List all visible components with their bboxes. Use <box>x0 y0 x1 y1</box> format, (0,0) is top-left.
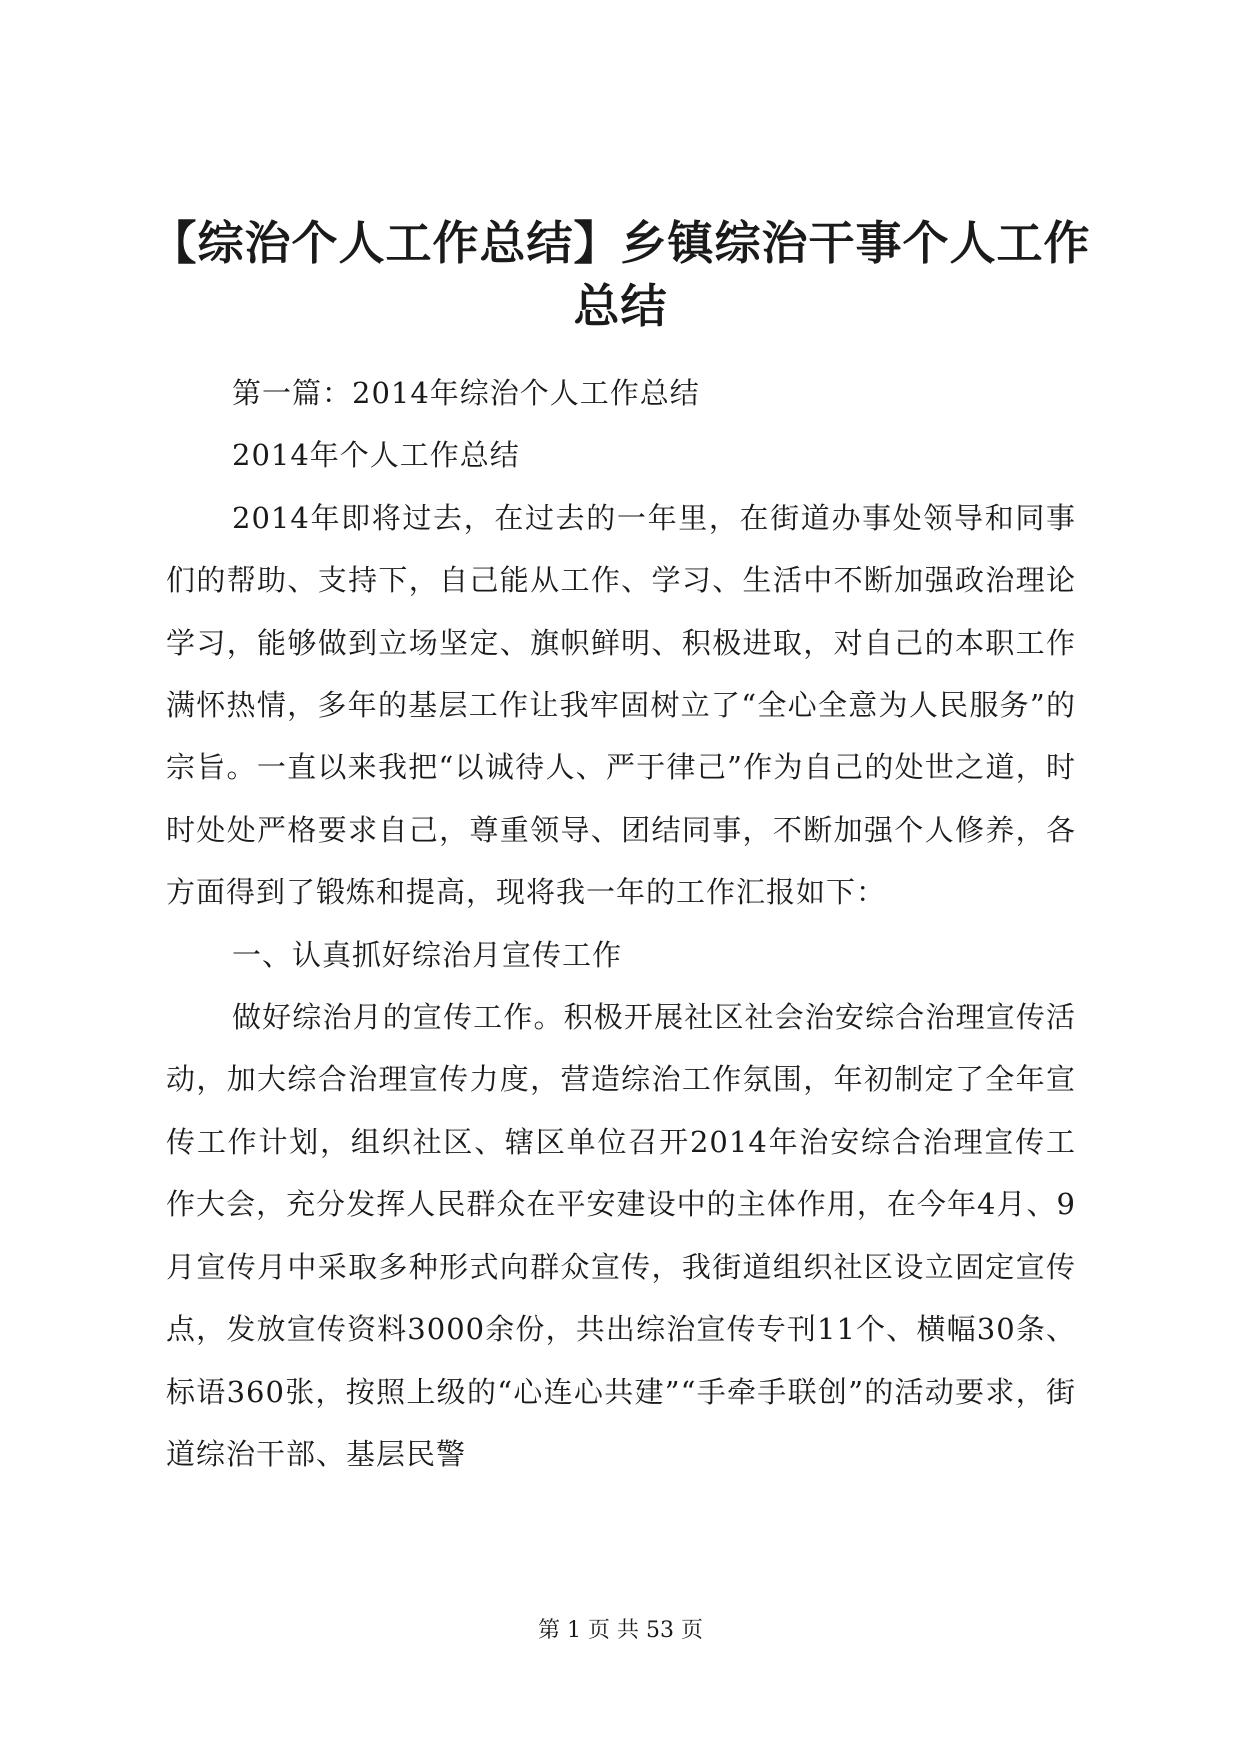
document-body <box>166 362 1076 1485</box>
section-heading: 第一篇：2014年综治个人工作总结 <box>232 376 700 410</box>
section-heading: 一、认真抓好综治月宣传工作 <box>232 937 623 972</box>
page-number-footer: 第 1 页 共 53 页 <box>538 1618 703 1643</box>
body-paragraph: 做好综治月的宣传工作。积极开展社区社会治安综合治理宣传活动，加大综合治理宣传力度，营造综治工作氛围，年初制定了全年宣传工作计划，组织社区、辖区单位召开2014年治安综合治理宣传工作大会，充分发挥人民群众在平安建设中的主体作用，在今年4月、9月宣传月中采取多种形式向群众宣传，我街道组织社区设立固定宣传点，发放宣传资料3000余份，共出综治宣传专刊11个、横幅30条、标语360张，按照上级的“心连心共建”“手牵手联创”的活动要求，街道综治干部、基层民警 <box>166 1000 1076 1471</box>
subheading: 2014年个人工作总结 <box>232 438 520 473</box>
document-title: 【综治个人工作总结】乡镇综治干事个人工作总结 <box>150 216 1091 333</box>
body-paragraph: 2014年即将过去，在过去的一年里，在街道办事处领导和同事们的帮助、支持下，自己能从工作、学习、生活中不断加强政治理论学习，能够做到立场坚定、旗帜鲜明、积极进取，对自己的本职工作满怀热情，多年的基层工作让我牢固树立了“全心全意为人民服务”的宗旨。一直以来我把“以诚待人、严于律己”作为自己的处世之道，时时处处严格要求自己，尊重领导、团结同事，不断加强个人修养，各方面得到了锻炼和提高，现将我一年的工作汇报如下： <box>166 500 1076 910</box>
